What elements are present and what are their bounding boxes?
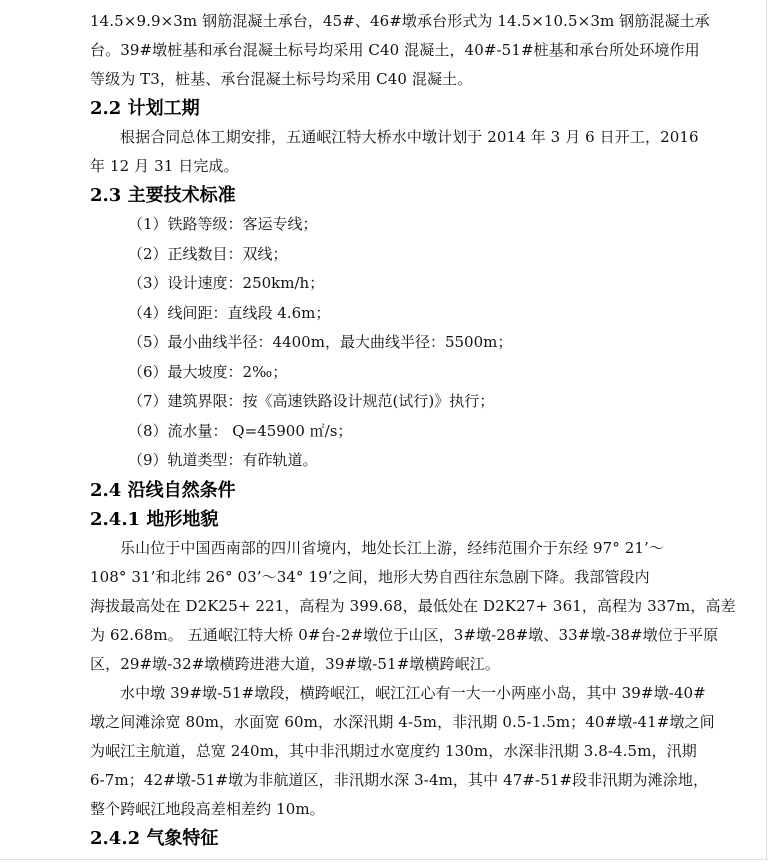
heading-2-4: 2.4 沿线自然条件 bbox=[90, 479, 236, 501]
heading-2-2: 2.2 计划工期 bbox=[90, 98, 200, 119]
page-bottom-edge bbox=[0, 859, 768, 860]
heading-2-4-2: 2.4.2 气象特征 bbox=[90, 827, 219, 849]
body-line: 海拔最高处在 D2K25+ 221，高程为 399.68，最低处在 D2K27+ 361，高程为 337m，高差 bbox=[90, 596, 736, 615]
body-line: 台。39#墩桩基和承台混凝土标号均采用 C40 混凝土，40#-51#桩基和承台所处环境作用 bbox=[90, 41, 700, 59]
body-line: 108° 31’和北纬 26° 03’～34° 19’之间，地形大势自西往东急剧下降。我部管段内 bbox=[90, 567, 650, 586]
body-line: 6-7m；42#墩-51#墩为非航道区，非汛期水深 3-4m，其中 47#-51#段非汛期为滩涂地， bbox=[90, 770, 709, 789]
standard-item: （8）流水量： Q=45900 ㎡/s； bbox=[128, 421, 353, 440]
body-line: 墩之间滩涂宽 80m，水面宽 60m，水深汛期 4-5m，非汛期 0.5-1.5m；40#墩-41#墩之间 bbox=[90, 712, 715, 731]
body-line: 整个跨岷江地段高差相差约 10m。 bbox=[90, 799, 325, 818]
body-line: 14.5×9.9×3m 钢筋混凝土承台，45#、46#墩承台形式为 14.5×10.5×3m 钢筋混凝土承 bbox=[90, 12, 710, 30]
document-body bbox=[90, 7, 736, 853]
heading-2-3: 2.3 主要技术标准 bbox=[90, 185, 236, 206]
standard-item: （1）铁路等级：客运专线； bbox=[128, 215, 318, 233]
standard-item: （7）建筑界限：按《高速铁路设计规范(试行)》执行； bbox=[128, 392, 495, 410]
body-line: 为岷江主航道，总宽 240m，其中非汛期过水宽度约 130m，水深非汛期 3.8-4.5m，汛期 bbox=[90, 741, 697, 760]
body-line: 为 62.68m。 五通岷江特大桥 0#台-2#墩位于山区，3#墩-28#墩、33#墩-38#墩位于平原 bbox=[90, 625, 719, 644]
standard-item: （3）设计速度：250km/h； bbox=[128, 274, 325, 292]
standard-item: （6）最大坡度：2‰； bbox=[128, 362, 288, 381]
standard-item: （9）轨道类型：有砟轨道。 bbox=[128, 451, 318, 469]
body-line: 区，29#墩-32#墩横跨进港大道，39#墩-51#墩横跨岷江。 bbox=[90, 654, 500, 673]
body-line: 乐山位于中国西南部的四川省境内，地处长江上游，经纬范围介于东经 97° 21’～ bbox=[120, 538, 664, 557]
standard-item: （5）最小曲线半径：4400m，最大曲线半径：5500m； bbox=[128, 333, 513, 351]
page-right-edge bbox=[766, 0, 767, 860]
standard-item: （2）正线数目：双线； bbox=[128, 244, 288, 263]
body-line: 年 12 月 31 日完成。 bbox=[90, 157, 239, 175]
body-line: 等级为 T3，桩基、承台混凝土标号均采用 C40 混凝土。 bbox=[90, 70, 473, 88]
heading-2-4-1: 2.4.1 地形地貌 bbox=[90, 508, 219, 530]
body-line: 根据合同总体工期安排，五通岷江特大桥水中墩计划于 2014 年 3 月 6 日开工，2016 bbox=[120, 128, 699, 146]
body-line: 水中墩 39#墩-51#墩段，横跨岷江，岷江江心有一大一小两座小岛，其中 39#墩-40# bbox=[120, 683, 706, 702]
standard-item: （4）线间距：直线段 4.6m； bbox=[128, 303, 331, 322]
